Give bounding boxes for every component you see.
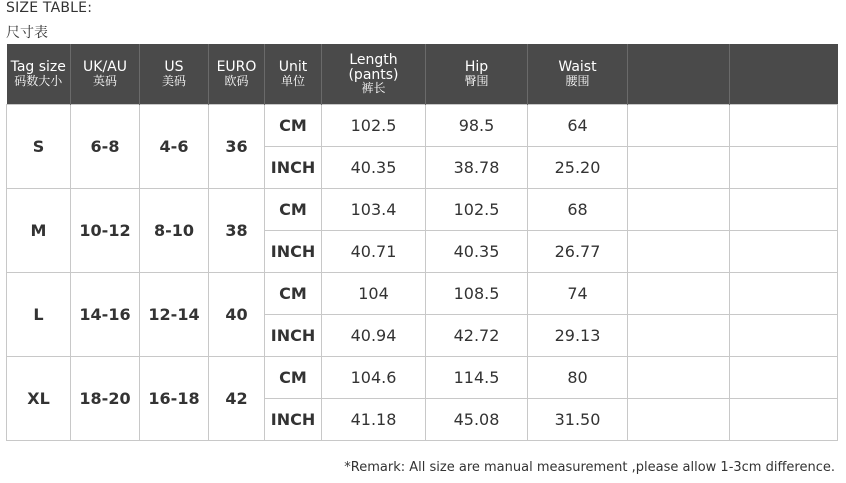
empty-cell (628, 273, 730, 315)
waist-cell: 25.20 (528, 147, 628, 189)
us-cell: 8-10 (140, 189, 209, 273)
header-en-label: Length (pants) (348, 52, 399, 83)
euro-cell: 42 (209, 357, 265, 441)
tag-size-cell: M (7, 189, 71, 273)
empty-cell (628, 231, 730, 273)
header-en-label: EURO (216, 59, 257, 76)
waist-cell: 26.77 (528, 231, 628, 273)
hip-cell: 108.5 (426, 273, 528, 315)
header-en-label: UK/AU (83, 59, 127, 76)
empty-cell (730, 147, 838, 189)
euro-cell: 38 (209, 189, 265, 273)
header-en-label: Tag size (10, 59, 66, 76)
empty-cell (730, 105, 838, 147)
header-uk-au (71, 44, 140, 105)
title-chinese: 尺寸表 (6, 25, 48, 41)
tag-size-cell: L (7, 273, 71, 357)
header-en-label: Unit (278, 59, 308, 76)
euro-cell: 40 (209, 273, 265, 357)
empty-cell (628, 315, 730, 357)
tag-size-cell: S (7, 105, 71, 189)
uk-au-cell: 14-16 (71, 273, 140, 357)
header-euro (209, 44, 265, 105)
header-en-label: Waist (558, 59, 597, 76)
waist-cell: 31.50 (528, 399, 628, 441)
header-length (322, 44, 426, 105)
euro-cell: 36 (209, 105, 265, 189)
length-cell: 40.35 (322, 147, 426, 189)
empty-cell (730, 273, 838, 315)
waist-cell: 74 (528, 273, 628, 315)
header-row (7, 44, 838, 105)
header-cn-label: 英码 (92, 74, 117, 89)
empty-cell (628, 147, 730, 189)
length-cell: 40.94 (322, 315, 426, 357)
waist-cell: 68 (528, 189, 628, 231)
header-tag-size (7, 44, 71, 105)
title-english: SIZE TABLE: (6, 0, 93, 16)
header-en-label: US (164, 59, 184, 76)
header-empty-1 (628, 44, 730, 105)
size-table (6, 44, 838, 441)
table-row (7, 105, 838, 147)
unit-cell: INCH (265, 231, 322, 273)
uk-au-cell: 18-20 (71, 357, 140, 441)
header-cn-label: 腰围 (565, 74, 590, 89)
header-cn-label: 裤长 (361, 81, 386, 96)
header-cn-label: 美码 (161, 74, 186, 89)
table-row (7, 189, 838, 231)
empty-cell (628, 399, 730, 441)
uk-au-cell: 6-8 (71, 105, 140, 189)
length-cell: 104 (322, 273, 426, 315)
hip-cell: 98.5 (426, 105, 528, 147)
empty-cell (628, 357, 730, 399)
unit-cell: CM (265, 105, 322, 147)
header-empty-2 (730, 44, 838, 105)
hip-cell: 102.5 (426, 189, 528, 231)
remark-note: *Remark: All size are manual measurement ,please allow 1-3cm difference. (344, 460, 835, 475)
unit-cell: CM (265, 357, 322, 399)
empty-cell (730, 231, 838, 273)
length-cell: 102.5 (322, 105, 426, 147)
length-cell: 41.18 (322, 399, 426, 441)
tag-size-cell: XL (7, 357, 71, 441)
empty-cell (730, 315, 838, 357)
hip-cell: 38.78 (426, 147, 528, 189)
length-cell: 104.6 (322, 357, 426, 399)
header-en-label: Hip (464, 59, 489, 76)
hip-cell: 114.5 (426, 357, 528, 399)
table-row (7, 273, 838, 315)
header-hip (426, 44, 528, 105)
empty-cell (730, 357, 838, 399)
unit-cell: INCH (265, 147, 322, 189)
empty-cell (628, 189, 730, 231)
empty-cell (730, 189, 838, 231)
waist-cell: 29.13 (528, 315, 628, 357)
us-cell: 12-14 (140, 273, 209, 357)
us-cell: 4-6 (140, 105, 209, 189)
table-row (7, 357, 838, 399)
hip-cell: 40.35 (426, 231, 528, 273)
header-cn-label: 码数大小 (14, 74, 63, 89)
unit-cell: INCH (265, 315, 322, 357)
header-unit (265, 44, 322, 105)
header-us (140, 44, 209, 105)
empty-cell (628, 105, 730, 147)
unit-cell: CM (265, 189, 322, 231)
hip-cell: 42.72 (426, 315, 528, 357)
length-cell: 103.4 (322, 189, 426, 231)
uk-au-cell: 10-12 (71, 189, 140, 273)
waist-cell: 64 (528, 105, 628, 147)
header-cn-label: 欧码 (224, 74, 249, 89)
unit-cell: CM (265, 273, 322, 315)
hip-cell: 45.08 (426, 399, 528, 441)
header-cn-label: 单位 (280, 74, 305, 89)
waist-cell: 80 (528, 357, 628, 399)
header-cn-label: 臀围 (464, 74, 489, 89)
length-cell: 40.71 (322, 231, 426, 273)
header-waist (528, 44, 628, 105)
unit-cell: INCH (265, 399, 322, 441)
us-cell: 16-18 (140, 357, 209, 441)
empty-cell (730, 399, 838, 441)
